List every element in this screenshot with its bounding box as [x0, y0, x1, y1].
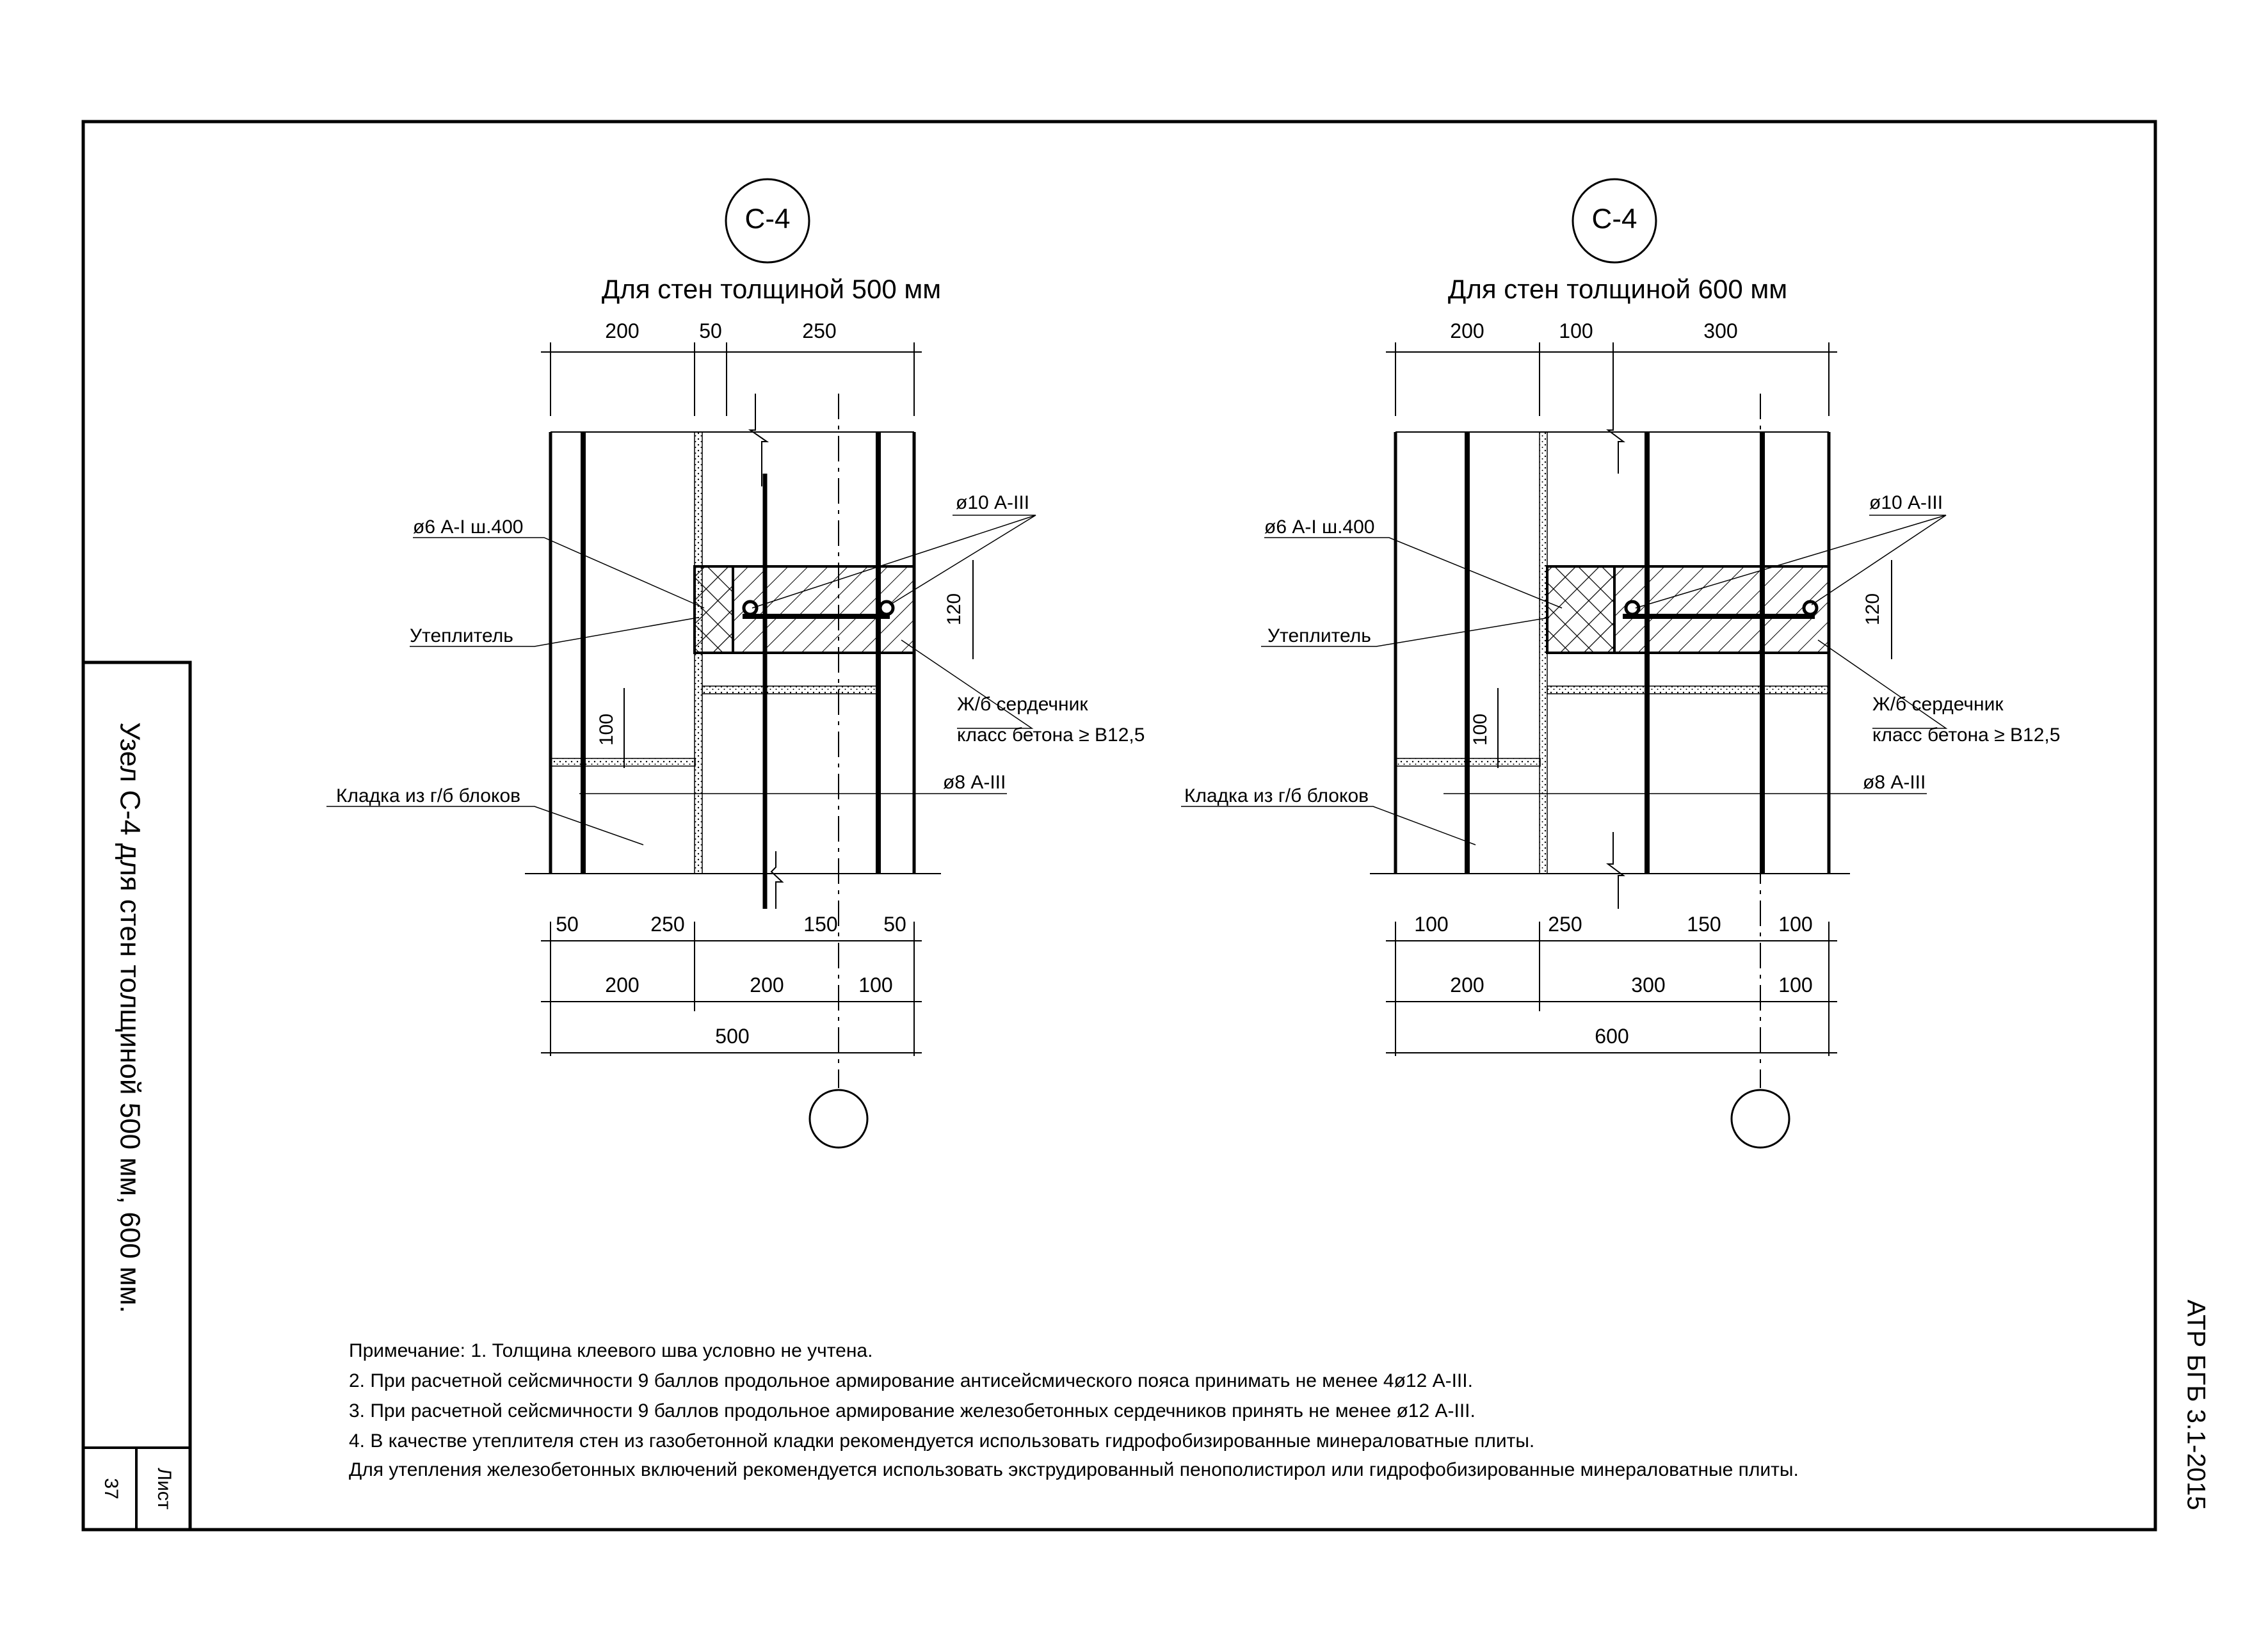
dim-b1-2: 250 [1548, 913, 1582, 936]
label-core-1: Ж/б сердечник [957, 694, 1088, 715]
detail-500 [326, 179, 1145, 1148]
label-rebar-top: ø10 А-III [1869, 492, 1943, 513]
label-core-2: класс бетона ≥ В12,5 [1872, 724, 2061, 746]
dim-belt: 120 [944, 593, 965, 626]
label-rebar-mesh: ø6 А-I ш.400 [1264, 516, 1375, 538]
dim-b1-1: 50 [556, 913, 579, 936]
notes [349, 1340, 1799, 1480]
dim-belt: 120 [1862, 593, 1883, 626]
dim-top-1: 200 [605, 319, 639, 342]
dim-b1-1: 100 [1414, 913, 1449, 936]
dim-b1-3: 150 [1687, 913, 1721, 936]
side-stamp [83, 662, 190, 1530]
sheet-title: Узел С-4 для стен толщиной 500 мм, 600 мм. [114, 722, 146, 1313]
detail-tag: С-4 [1591, 203, 1637, 235]
detail-heading: Для стен толщиной 500 мм [601, 274, 942, 305]
label-rebar-top: ø10 А-III [956, 492, 1030, 513]
dim-top-1: 200 [1450, 319, 1484, 342]
dim-joint: 100 [1470, 713, 1491, 746]
dim-b1-3: 150 [803, 913, 838, 936]
label-rebar-vertical: ø8 А-III [1863, 772, 1926, 793]
note-line: 4. В качестве утеплителя стен из газобетонной кладки рекомендуется использовать гидрофобизированные минераловатные плиты. [349, 1430, 1535, 1452]
label-core-2: класс бетона ≥ В12,5 [957, 724, 1145, 746]
dim-b1-4: 100 [1778, 913, 1813, 936]
label-insulation: Утеплитель [1267, 625, 1371, 646]
dim-b2-2: 200 [750, 973, 784, 997]
note-line: 2. При расчетной сейсмичности 9 баллов продольное армирование антисейсмического пояса принимать не менее 4ø12 А-III. [349, 1370, 1473, 1391]
dim-top-2: 100 [1559, 319, 1593, 342]
dim-total: 500 [715, 1025, 750, 1048]
note-line: 3. При расчетной сейсмичности 9 баллов продольное армирование железобетонных сердечников принять не менее ø12 А-III. [349, 1400, 1476, 1421]
sheet-label: Лист [154, 1468, 175, 1510]
dim-top-3: 300 [1703, 319, 1738, 342]
dim-total: 600 [1595, 1025, 1629, 1048]
dim-joint: 100 [596, 713, 617, 746]
dim-b1-2: 250 [650, 913, 685, 936]
dim-b1-4: 50 [883, 913, 906, 936]
sheet-frame [83, 122, 2155, 1530]
dim-b2-3: 100 [1778, 973, 1813, 997]
dim-top-2: 50 [699, 319, 722, 342]
label-rebar-vertical: ø8 А-III [943, 772, 1006, 793]
label-masonry: Кладка из г/б блоков [336, 785, 521, 806]
dim-top-3: 250 [802, 319, 837, 342]
detail-tag: С-4 [744, 203, 791, 235]
sheet-code: АТР БГБ 3.1-2015 [2182, 1299, 2210, 1510]
detail-heading: Для стен толщиной 600 мм [1447, 274, 1788, 305]
dim-b2-3: 100 [858, 973, 893, 997]
label-core-1: Ж/б сердечник [1872, 694, 2004, 715]
dim-b2-2: 300 [1631, 973, 1666, 997]
sheet-number: 37 [101, 1478, 122, 1500]
label-rebar-mesh: ø6 А-I ш.400 [413, 516, 524, 538]
label-insulation: Утеплитель [410, 625, 513, 646]
note-line: Примечание: 1. Толщина клеевого шва условно не учтена. [349, 1340, 873, 1361]
label-masonry: Кладка из г/б блоков [1184, 785, 1369, 806]
detail-600 [1181, 179, 2060, 1148]
note-line: Для утепления железобетонных включений рекомендуется использовать экструдированный пенополистирол или гидрофобизированные минераловатные плиты. [349, 1459, 1799, 1480]
dim-b2-1: 200 [605, 973, 639, 997]
dim-b2-1: 200 [1450, 973, 1484, 997]
